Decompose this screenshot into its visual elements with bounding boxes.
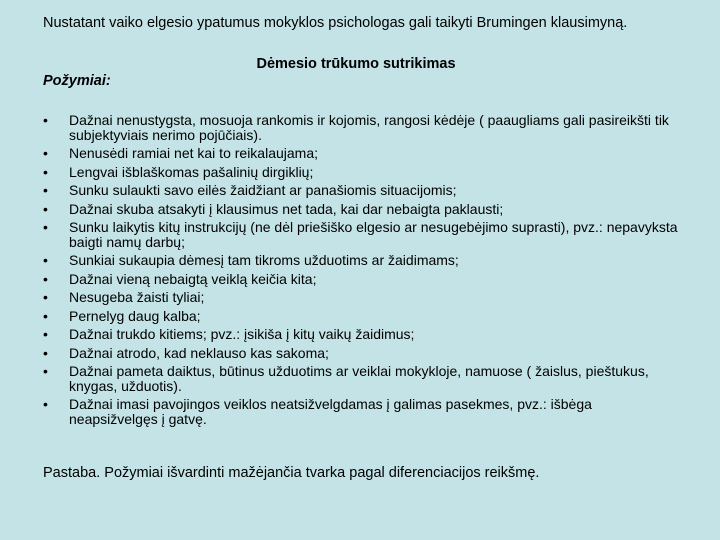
heading-text: Dėmesio trūkumo sutrikimas	[256, 56, 456, 72]
list-item: • Dažnai vieną nebaigtą veiklą keičia kita;	[43, 272, 683, 287]
intro-text: Nustatant vaiko elgesio ypatumus mokyklos psichologas gali taikyti Brumingen klausimyną.	[43, 15, 628, 31]
list-item: • Nenusėdi ramiai net kai to reikalaujama;	[43, 146, 683, 161]
list-item: • Nesugeba žaisti tyliai;	[43, 290, 683, 305]
list-item: • Pernelyg daug kalba;	[43, 309, 683, 324]
section-heading	[0, 56, 712, 72]
note-text: . Požymiai išvardinti mažėjančia tvarka pagal diferenciacijos reikšmę.	[96, 465, 540, 481]
list-item: • Dažnai imasi pavojingos veiklos neatsižvelgdamas į galimas pasekmes, pvz.: išbėga neapsižvelgęs į gatvę.	[43, 397, 683, 426]
list-item: • Sunkiai sukaupia dėmesį tam tikroms užduotims ar žaidimams;	[43, 253, 683, 268]
list-item: • Dažnai trukdo kitiems; pvz.: įsikiša į kitų vaikų žaidimus;	[43, 327, 683, 342]
list-item: • Sunku sulaukti savo eilės žaidžiant ar panašiomis situacijomis;	[43, 183, 683, 198]
symptom-list	[43, 113, 683, 430]
list-item: • Dažnai skuba atsakyti į klausimus net tada, kai dar nebaigta paklausti;	[43, 202, 683, 217]
note-label: Pastaba	[43, 465, 97, 481]
note	[43, 465, 539, 481]
list-item: • Sunku laikytis kitų instrukcijų (ne dėl priešiško elgesio ar nesugebėjimo suprasti), pvz.: nepavyksta baigti namų darbų;	[43, 220, 683, 249]
list-item: • Dažnai pameta daiktus, būtinus užduotims ar veiklai mokykloje, namuose ( žaislus, pieštukus, knygas, užduotis).	[43, 364, 683, 393]
symptoms-subheading: Požymiai:	[43, 73, 111, 89]
list-item: • Dažnai nenustygsta, mosuoja rankomis ir kojomis, rangosi kėdėje ( paaugliams gali pasireikšti tik subjektyviais nerimo pojūčiais).	[43, 113, 683, 142]
list-item: • Lengvai išblaškomas pašalinių dirgiklių;	[43, 165, 683, 180]
list-item: • Dažnai atrodo, kad neklauso kas sakoma;	[43, 346, 683, 361]
